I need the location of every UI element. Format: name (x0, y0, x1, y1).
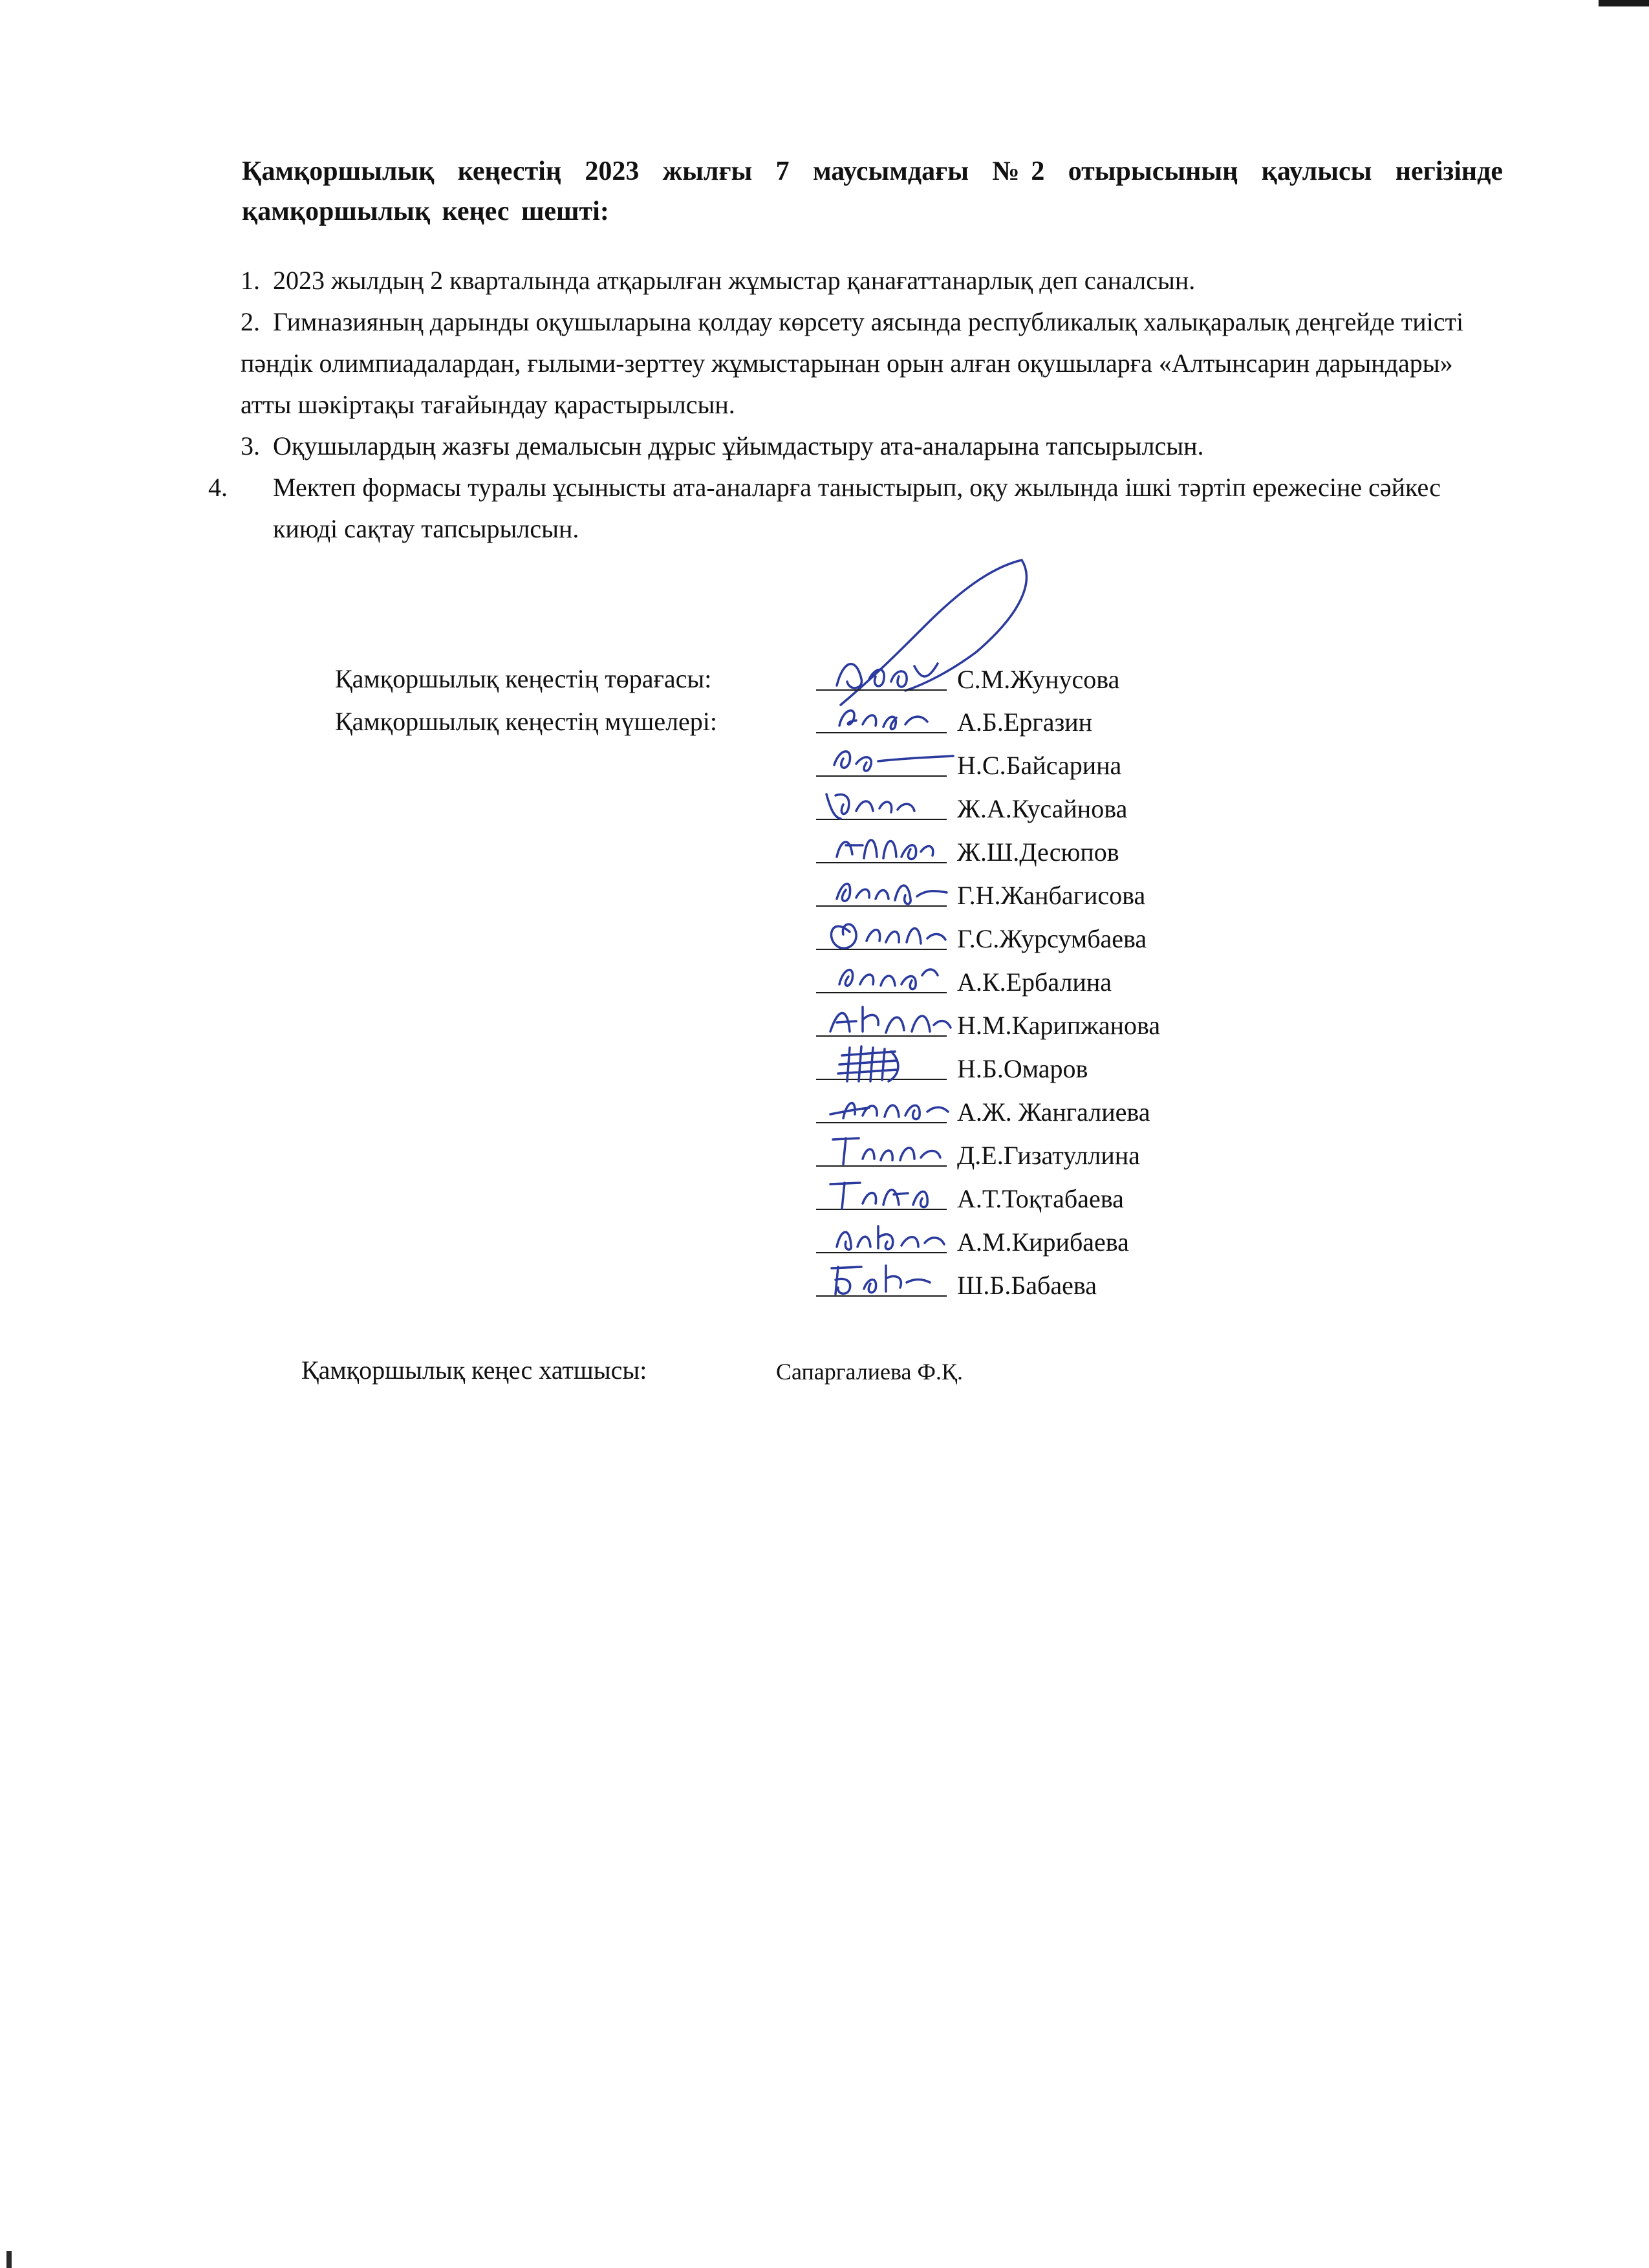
member-signature-row (816, 1264, 1308, 1303)
member-name: А.Б.Ергазин (957, 707, 1093, 737)
member-signature-row (816, 1134, 1308, 1173)
decision-number: 2. (241, 307, 260, 336)
member-name: Ш.Б.Бабаева (957, 1271, 1097, 1300)
chair-signature-row (816, 658, 1308, 697)
handwritten-signature (824, 1216, 953, 1257)
decision-number: 3. (241, 431, 260, 460)
member-signature-row (816, 1221, 1308, 1260)
handwritten-signature (824, 739, 953, 781)
handwritten-signature (824, 696, 953, 737)
decision-number: 1. (241, 266, 260, 295)
member-name: Н.Б.Омаров (957, 1054, 1088, 1083)
member-signature-row (816, 1091, 1308, 1130)
handwritten-signature (824, 783, 953, 824)
decision-text: 2023 жылдың 2 кварталында атқарылған жұмыстар қанағаттанарлық деп саналсын. (273, 266, 1196, 295)
chair-name: С.М.Жунусова (957, 665, 1120, 694)
member-name: А.Ж. Жангалиева (957, 1097, 1150, 1127)
secretary-label: Қамқоршылық кеңес хатшысы: (301, 1355, 647, 1385)
chair-label: Қамқоршылық кеңестің төрағасы: (335, 664, 712, 693)
member-signature-row (816, 788, 1308, 826)
decision-number: 4. (208, 473, 228, 502)
handwritten-signature (824, 1172, 953, 1214)
member-name: Ж.Ш.Десюпов (957, 837, 1119, 867)
decisions-list (208, 260, 1508, 550)
member-signature-row (816, 744, 1308, 783)
handwritten-signature (824, 1042, 953, 1084)
member-signature-row (816, 918, 1308, 956)
handwritten-signature (824, 999, 953, 1041)
resolution-heading: Қамқоршылық кеңестің 2023 жылғы 7 маусымдағы №2 отырысының қаулысы негізінде қамқоршылық кеңес шешті: (242, 157, 1503, 226)
handwritten-signature (824, 1129, 953, 1171)
secretary-name: Сапаргалиева Ф.Қ. (776, 1359, 963, 1385)
handwritten-signature (824, 956, 953, 997)
scan-edge-mark (6, 2251, 12, 2268)
member-name: А.Т.Тоқтабаева (957, 1184, 1124, 1213)
member-name: Ж.А.Кусайнова (957, 794, 1128, 823)
member-signature-row (816, 831, 1308, 870)
decision-item (208, 467, 1508, 550)
handwritten-signature (824, 653, 953, 695)
decision-item (241, 260, 1508, 301)
decision-item (241, 426, 1508, 467)
member-name: Г.С.Журсумбаева (957, 924, 1147, 953)
handwritten-signature (824, 826, 953, 867)
decision-text: Мектеп формасы туралы ұсынысты ата-аналарға таныстырып, оқу жылында ішкі тәртіп ережесіне сәйкес киюді сақтау тапсырылсын. (273, 473, 1441, 543)
member-signature-row (816, 1004, 1308, 1043)
member-name: Д.Е.Гизатуллина (957, 1141, 1140, 1170)
handwritten-signature (824, 1259, 953, 1301)
member-signature-row (816, 874, 1308, 913)
member-name: Н.М.Карипжанова (957, 1011, 1161, 1040)
handwritten-signature (824, 869, 953, 911)
member-name: А.М.Кирибаева (957, 1227, 1129, 1257)
member-name: А.К.Ербалина (957, 967, 1112, 997)
members-label: Қамқоршылық кеңестің мүшелері: (335, 707, 718, 736)
handwritten-signature (824, 913, 953, 954)
decision-item (241, 301, 1508, 426)
member-name: Г.Н.Жанбагисова (957, 881, 1146, 910)
member-signature-row (816, 1048, 1308, 1086)
member-signature-row (816, 701, 1308, 740)
handwritten-signature (824, 1086, 953, 1127)
decision-text: Оқушылардың жазғы демалысын дұрыс ұйымдастыру ата-аналарына тапсырылсын. (273, 431, 1204, 460)
member-name: Н.С.Байсарина (957, 751, 1122, 780)
member-signature-row (816, 1178, 1308, 1216)
scan-edge-mark (1599, 0, 1649, 6)
member-signature-row (816, 961, 1308, 1000)
decision-text: Гимназияның дарынды оқушыларына қолдау көрсету аясында республикалық халықаралық деңгейде тиісті пәндік олимпиадалардан, ғылыми-зерттеу жұмыстарынан орын алған оқушыларға «Алтынсарин дарындары» атты шәкіртақы тағайындау қарастырылсын. (241, 307, 1464, 419)
